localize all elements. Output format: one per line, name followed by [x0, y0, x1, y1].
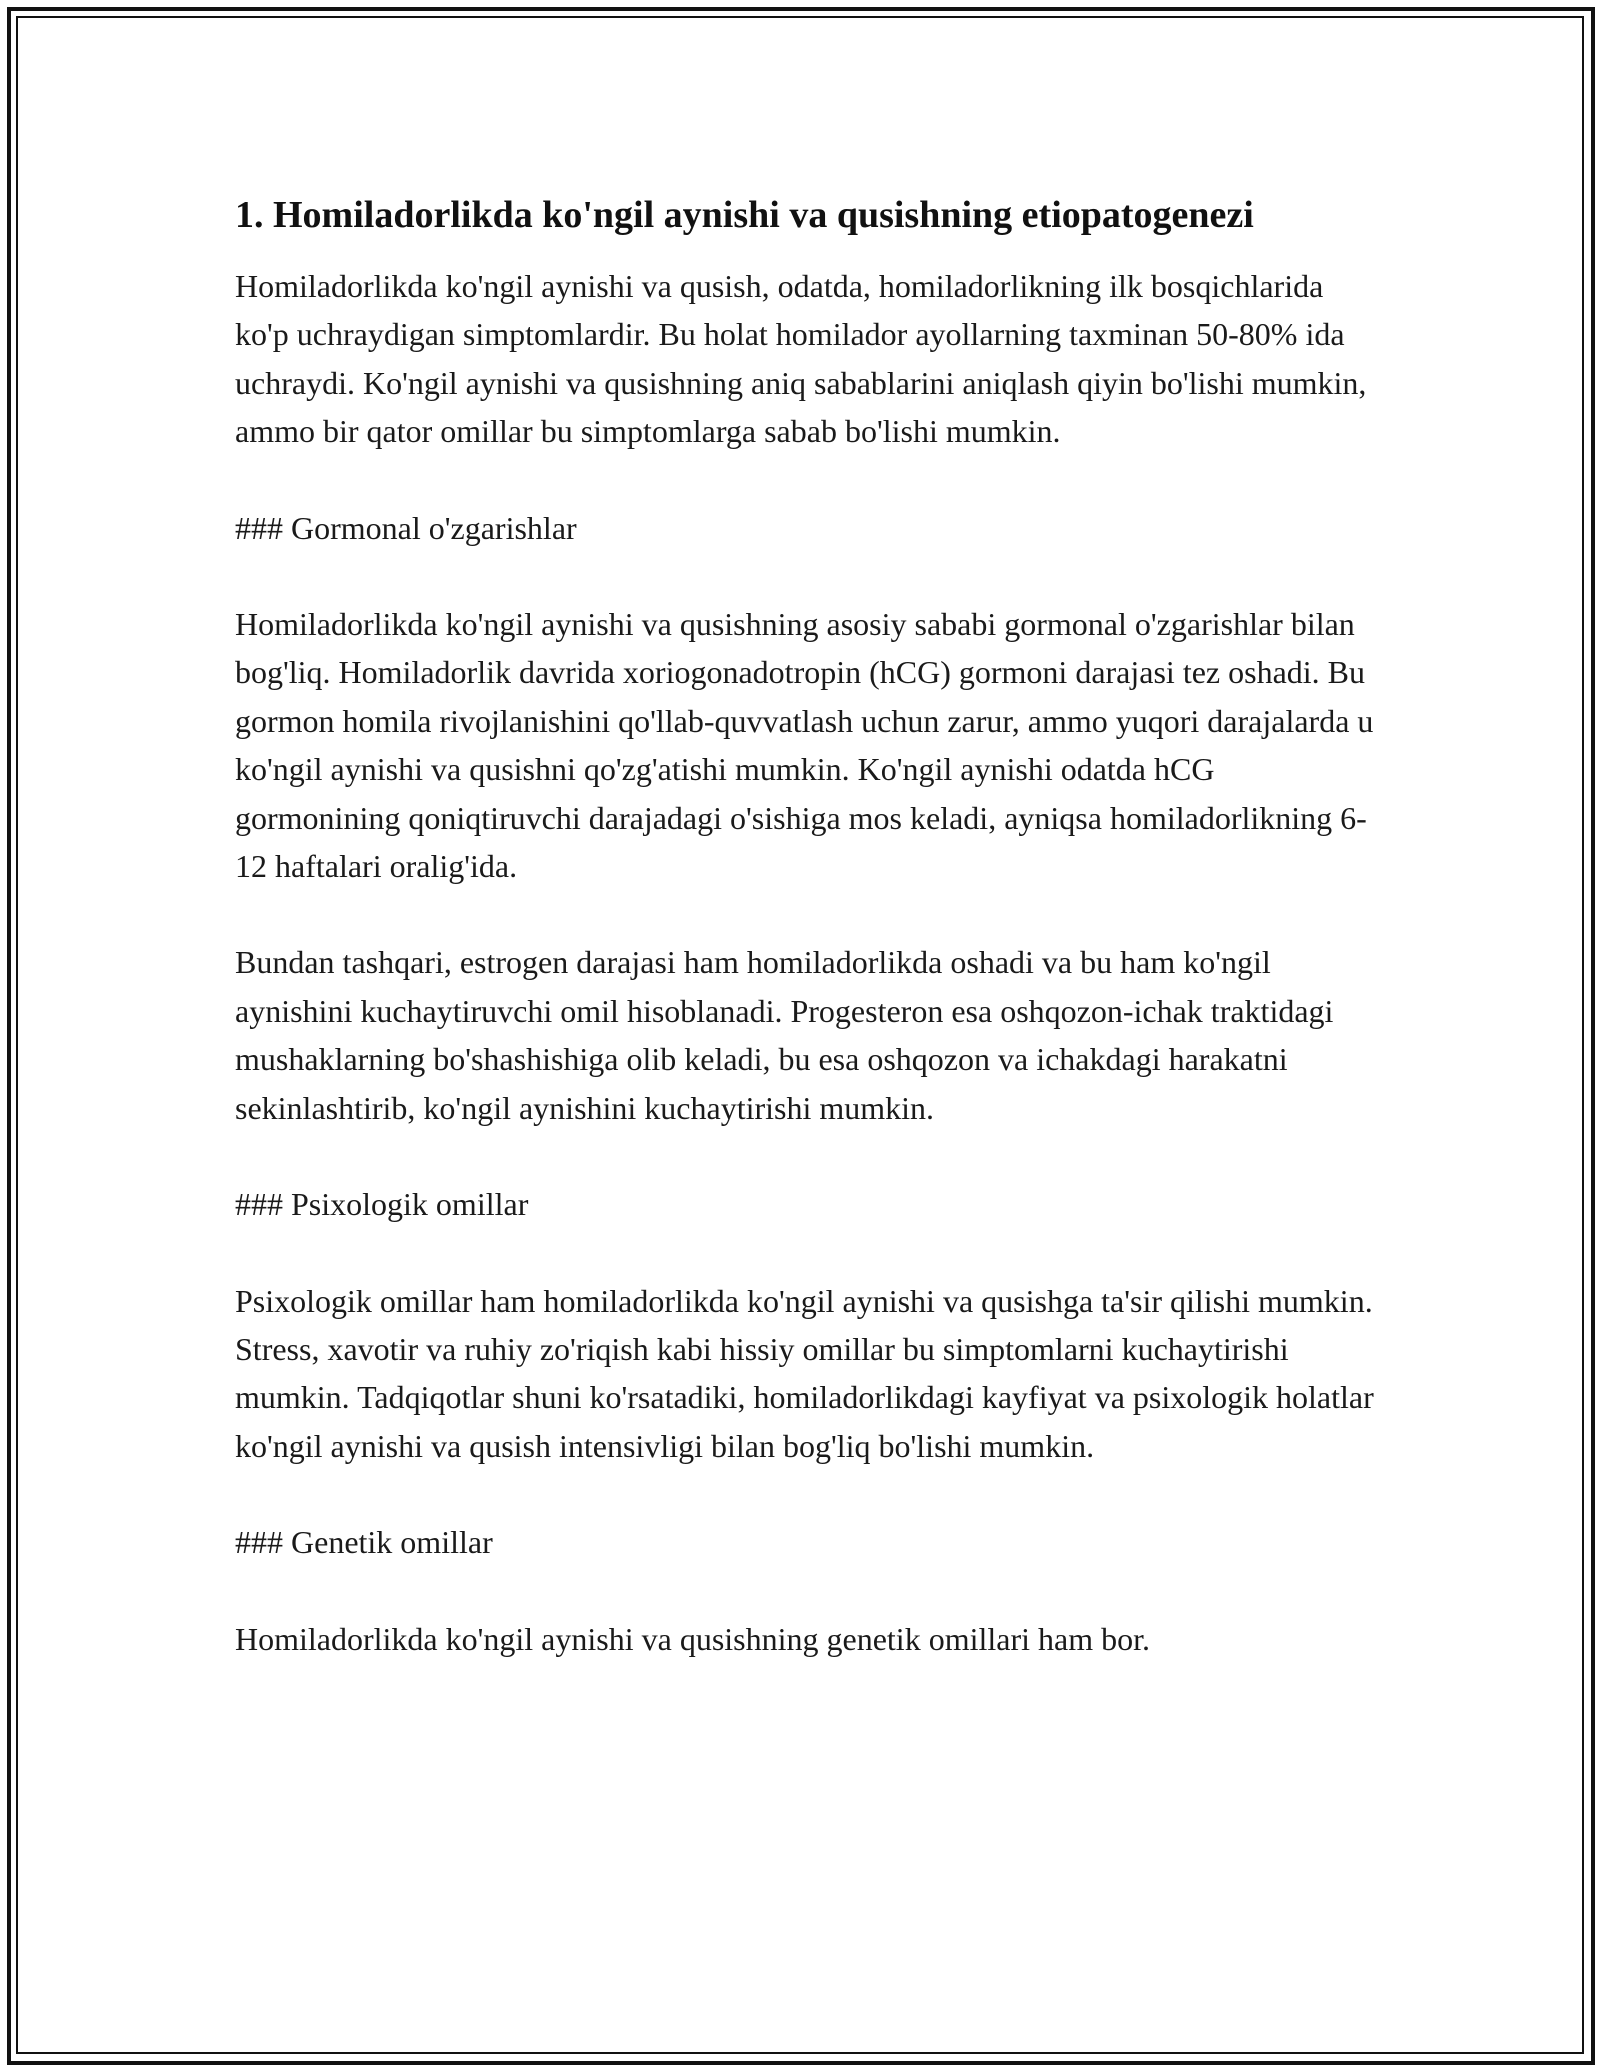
hormonal-paragraph-2: Bundan tashqari, estrogen darajasi ham homiladorlikda oshadi va bu ham ko'ngil aynishini kuchaytiruvchi omil hisoblanadi. Progesteron esa oshqozon-ichak traktidagi mushaklarning bo'shashishiga olib keladi, bu esa oshqozon va ichakdagi harakatni sekinlashtirib, ko'ngil aynishini kuchaytirishi mumkin.: [235, 944, 1334, 1126]
intro-paragraph: Homiladorlikda ko'ngil aynishi va qusish, odatda, homiladorlikning ilk bosqichlarida ko'p uchraydigan simptomlardir. Bu holat homilador ayollarning taxminan 50-80% ida uchraydi. Ko'ngil aynishi va qusishning aniq sabablarini aniqlash qiyin bo'lishi mumkin, ammo bir qator omillar bu simptomlarga sabab bo'lishi mumkin.: [235, 268, 1367, 450]
subheading-psychological: ### Psixologik omillar: [235, 1186, 529, 1223]
psychological-paragraph: Psixologik omillar ham homiladorlikda ko'ngil aynishi va qusishga ta'sir qilishi mumkin. Stress, xavotir va ruhiy zo'riqish kabi hissiy omillar bu simptomlarni kuchaytirishi mumkin. Tadqiqotlar shuni ko'rsatadiki, homiladorlikdagi kayfiyat va psixologik holatlar ko'ngil aynishi va qusish intensivligi bilan bog'liq bo'lishi mumkin.: [235, 1282, 1374, 1464]
document-body: [235, 190, 1385, 1663]
subheading-genetic: ### Genetik omillar: [235, 1524, 493, 1561]
document-title: 1. Homiladorlikda ko'ngil aynishi va qusishning etiopatogenezi: [235, 194, 1254, 236]
subheading-hormonal: ### Gormonal o'zgarishlar: [235, 509, 577, 546]
genetic-paragraph: Homiladorlikda ko'ngil aynishi va qusishning genetik omillari ham bor.: [235, 1620, 1150, 1657]
hormonal-paragraph-1: Homiladorlikda ko'ngil aynishi va qusishning asosiy sababi gormonal o'zgarishlar bilan bog'liq. Homiladorlik davrida xoriogonadotropin (hCG) gormoni darajasi tez oshadi. Bu gormon homila rivojlanishini qo'llab-quvvatlash uchun zarur, ammo yuqori darajalarda u ko'ngil aynishi va qusishni qo'zg'atishi mumkin. Ko'ngil aynishi odatda hCG gormonining qoniqtiruvchi darajadagi o'sishiga mos keladi, ayniqsa homiladorlikning 6-12 haftalari oralig'ida.: [235, 606, 1374, 885]
